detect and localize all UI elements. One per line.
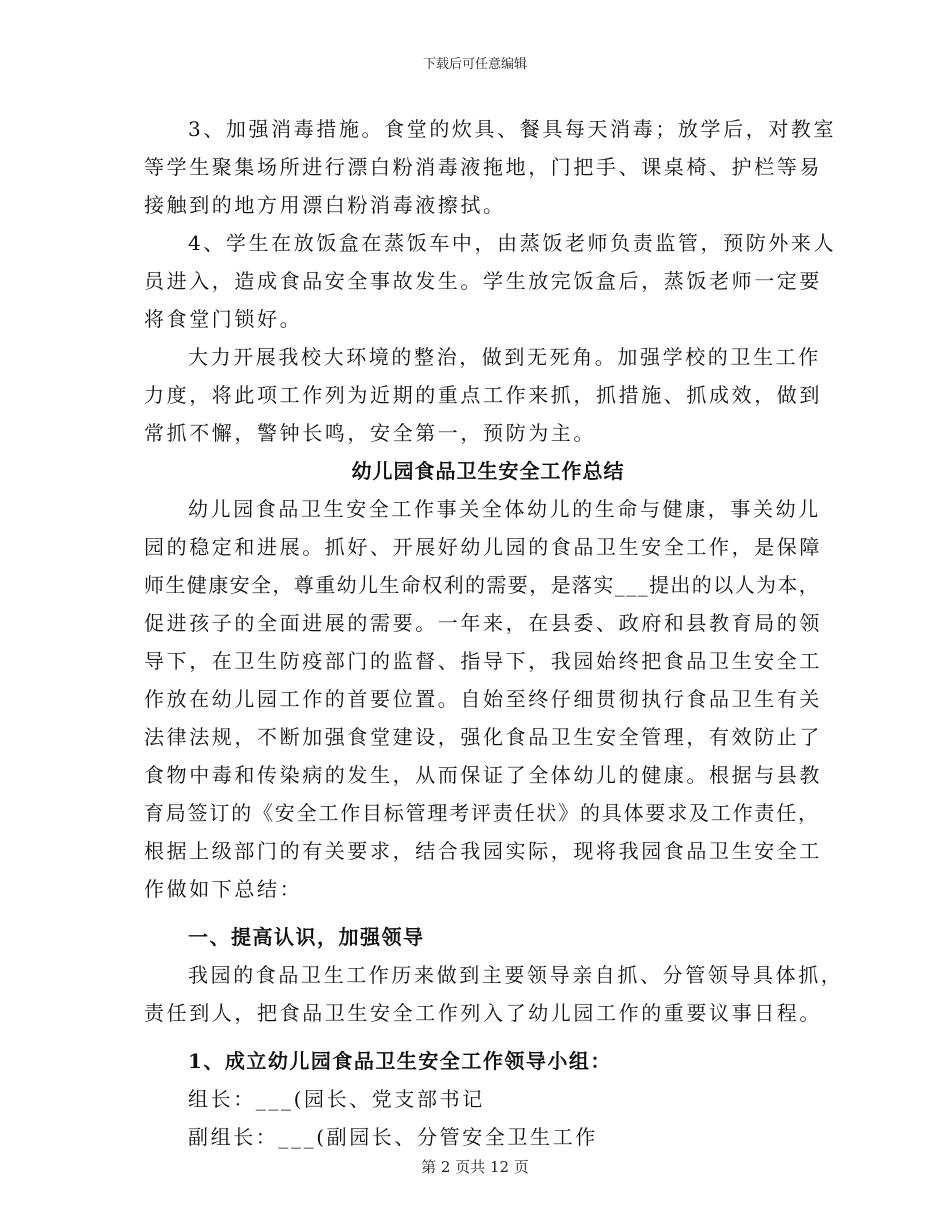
paragraph-line: 大力开展我校大环境的整治，做到无死角。加强学校的卫生工作 [188, 345, 821, 369]
paragraph-line: 作做如下总结： [144, 877, 303, 901]
paragraph-line: 法律法规，不断加强食堂建设，强化食品卫生安全管理，有效防止了 [144, 725, 822, 749]
leader-line: 组长：___(园长、党支部书记 [188, 1087, 485, 1111]
page-footer: 第 2 页共 12 页 [421, 1158, 529, 1176]
paragraph-line: 责任到人，把食品卫生安全工作列入了幼儿园工作的重要议事日程。 [144, 1001, 822, 1025]
paragraph-line: 食物中毒和传染病的发生，从而保证了全体幼儿的健康。根据与县教 [144, 763, 822, 787]
paragraph-line: 促进孩子的全面进展的需要。一年来，在县委、政府和县教育局的领 [144, 611, 822, 635]
paragraph-line: 接触到的地方用漂白粉消毒液擦拭。 [144, 193, 506, 217]
section-heading: 一、提高认识，加强领导 [188, 925, 425, 949]
section-title: 幼儿园食品卫生安全工作总结 [351, 459, 625, 483]
paragraph-line: 等学生聚集场所进行漂白粉消毒液拖地，门把手、课桌椅、护栏等易 [144, 155, 822, 179]
vice-leader-line: 副组长：___(副园长、分管安全卫生工作 [188, 1125, 598, 1149]
paragraph-line: 导下，在卫生防疫部门的监督、指导下，我园始终把食品卫生安全工 [144, 649, 822, 673]
paragraph-line: 力度，将此项工作列为近期的重点工作来抓，抓措施、抓成效，做到 [144, 383, 822, 407]
paragraph-line: 作放在幼儿园工作的首要位置。自始至终仔细贯彻执行食品卫生有关 [144, 687, 822, 711]
paragraph-line: 园的稳定和进展。抓好、开展好幼儿园的食品卫生安全工作，是保障 [144, 535, 822, 559]
paragraph-line: 师生健康安全，尊重幼儿生命权利的需要，是落实___提出的以人为本， [144, 573, 821, 597]
paragraph-line: 4、学生在放饭盒在蒸饭车中，由蒸饭老师负责监管，预防外来人 [188, 231, 837, 255]
page-header: 下载后可任意编辑 [422, 57, 527, 72]
subsection-heading: 1、成立幼儿园食品卫生安全工作领导小组： [188, 1049, 612, 1073]
paragraph-line: 员进入，造成食品安全事故发生。学生放完饭盒后，蒸饭老师一定要 [144, 269, 822, 293]
paragraph-line: 将食堂门锁好。 [144, 307, 303, 331]
paragraph-line: 幼儿园食品卫生安全工作事关全体幼儿的生命与健康，事关幼儿 [188, 497, 821, 521]
paragraph-line: 根据上级部门的有关要求，结合我园实际，现将我园食品卫生安全工 [144, 839, 822, 863]
paragraph-line: 育局签订的《安全工作目标管理考评责任状》的具体要求及工作责任， [144, 801, 820, 825]
paragraph-line: 我园的食品卫生工作历来做到主要领导亲自抓、分管领导具体抓， [188, 963, 844, 987]
document-body [144, 110, 844, 1156]
paragraph-line: 3、加强消毒措施。食堂的炊具、餐具每天消毒；放学后，对教室 [188, 117, 837, 141]
paragraph-line: 常抓不懈，警钟长鸣，安全第一，预防为主。 [144, 421, 596, 445]
